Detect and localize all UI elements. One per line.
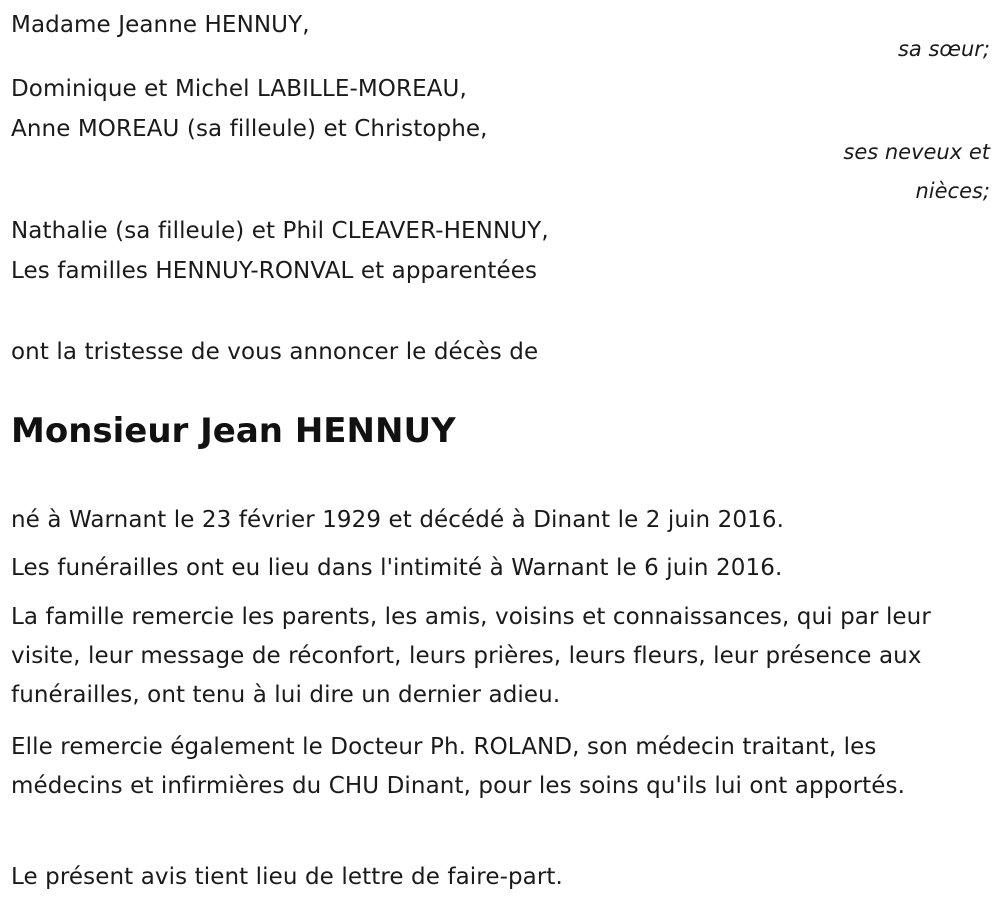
family-line-labille-moreau: Dominique et Michel LABILLE-MOREAU,	[11, 76, 467, 102]
family-line-hennuy-ronval: Les familles HENNUY-RONVAL et apparentées	[11, 258, 538, 284]
notice-paragraph: Le présent avis tient lieu de lettre de faire-part.	[11, 864, 563, 890]
announcement-text: ont la tristesse de vous annoncer le décès de	[11, 339, 539, 365]
deceased-name: Monsieur Jean HENNUY	[11, 411, 456, 451]
birth-death-paragraph: né à Warnant le 23 février 1929 et décédé à Dinant le 2 juin 2016.	[11, 507, 784, 533]
role-sister: sa sœur;	[897, 37, 990, 61]
role-nephews-a: ses neveux et	[843, 140, 990, 164]
thanks-family-paragraph: La famille remercie les parents, les amis, voisins et connaissances, qui par leur visite, leur message de réconfort, leurs prières, leurs fleurs, leur présence aux funérailles, ont tenu à lui dire un dernier adieu.	[11, 604, 931, 708]
funeral-paragraph: Les funérailles ont eu lieu dans l'intimité à Warnant le 6 juin 2016.	[11, 555, 783, 581]
family-line-sister: Madame Jeanne HENNUY,	[11, 12, 310, 38]
family-line-cleaver-hennuy: Nathalie (sa filleule) et Phil CLEAVER-HENNUY,	[11, 218, 549, 244]
role-nephews-b: nièces;	[915, 179, 990, 203]
thanks-doctors-paragraph: Elle remercie également le Docteur Ph. ROLAND, son médecin traitant, les médecins et infirmières du CHU Dinant, pour les soins qu'ils lui ont apportés.	[11, 734, 905, 799]
family-line-anne-moreau: Anne MOREAU (sa filleule) et Christophe,	[11, 116, 488, 142]
